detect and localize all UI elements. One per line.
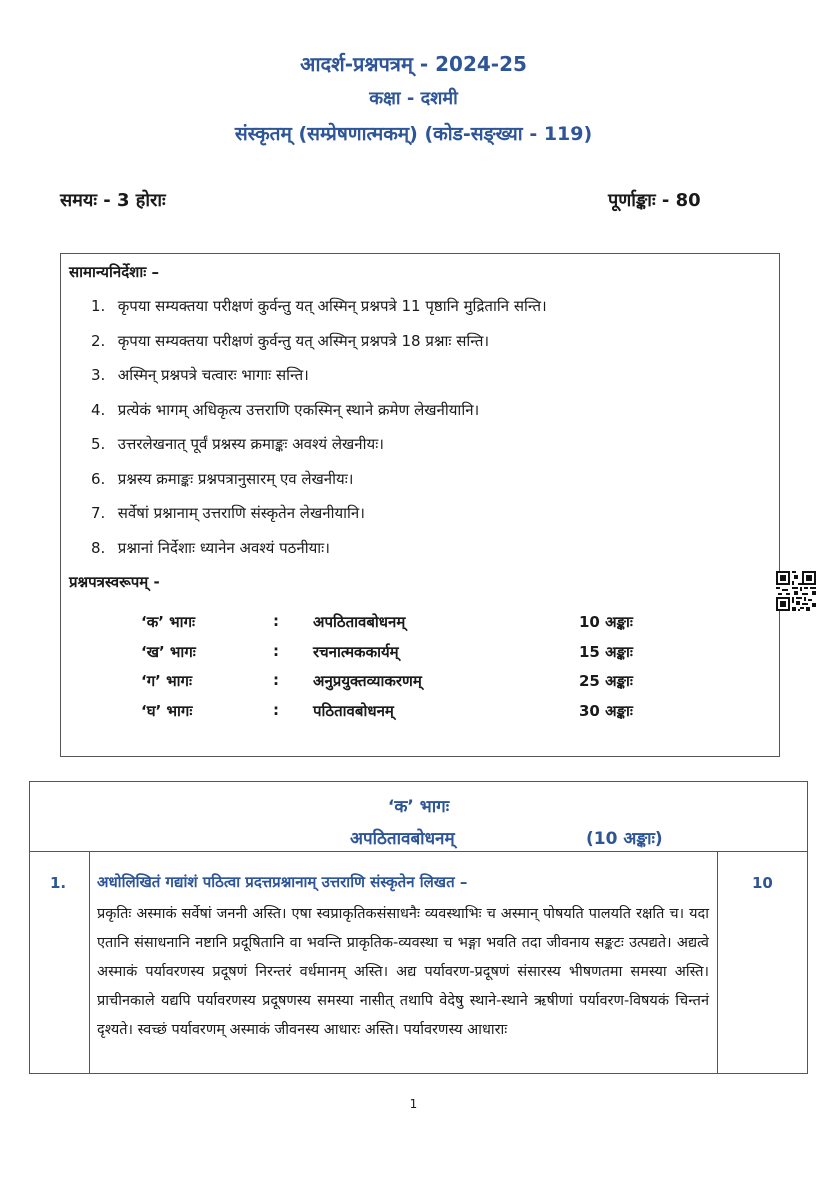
instruction-item: 8. प्रश्नानां निर्देशाः ध्यानेन अवश्यं पठनीयाः। — [91, 538, 330, 557]
question-table — [29, 781, 808, 1074]
question-instruction: अधोलिखितं गद्यांशं पठित्वा प्रदत्तप्रश्नानाम् उत्तराणि संस्कृतेन लिखत – — [97, 873, 468, 891]
question-number: 1. — [50, 874, 67, 892]
part-row: ‘घ’ भागः : पठितावबोधनम् 30 अङ्काः — [141, 700, 633, 720]
section-header — [30, 782, 807, 852]
max-marks-label: पूर्णाङ्काः - 80 — [608, 190, 701, 211]
section-title: अपठितावबोधनम् — [350, 829, 455, 849]
paper-title: आदर्श-प्रश्नपत्रम् - 2024-25 — [300, 52, 527, 76]
question-marks: 10 — [752, 874, 773, 892]
part-row: ‘ख’ भागः : रचनात्मककार्यम् 15 अङ्काः — [141, 641, 633, 661]
instruction-item: 7. सर्वेषां प्रश्नानाम् उत्तराणि संस्कृतेन लेखनीयानि। — [91, 504, 365, 522]
page-number: 1 — [409, 1097, 418, 1111]
subject-label: संस्कृतम् (सम्प्रेषणात्मकम्) (कोड-सङ्ख्या - 119) — [234, 123, 593, 145]
question-body-cell — [90, 852, 718, 1074]
class-label: कक्षा - दशमी — [369, 88, 458, 109]
instruction-item: 5. उत्तरलेखनात् पूर्वं प्रश्नस्य क्रमाङ्कः अवश्यं लेखनीयः। — [91, 435, 384, 453]
question-row — [30, 852, 807, 1074]
instruction-item: 2. कृपया सम्यक्तया परीक्षणं कुर्वन्तु यत् अस्मिन् प्रश्नपत्रे 18 प्रश्नाः सन्ति। — [91, 331, 490, 350]
instructions-box — [60, 253, 780, 757]
instructions-heading: सामान्यनिर्देशाः – — [69, 263, 160, 281]
paper-structure-table — [141, 612, 681, 730]
structure-heading: प्रश्नपत्रस्वरूपम् - — [69, 573, 160, 591]
instruction-item: 6. प्रश्नस्य क्रमाङ्कः प्रश्नपत्रानुसारम् एव लेखनीयः। — [91, 469, 354, 488]
part-row: ‘क’ भागः : अपठितावबोधनम् 10 अङ्काः — [141, 612, 633, 631]
instruction-item: 4. प्रत्येकं भागम् अधिकृत्य उत्तराणि एकस्मिन् स्थाने क्रमेण लेखनीयानि। — [91, 400, 480, 419]
section-part-label: ‘क’ भागः — [387, 797, 450, 817]
section-marks: (10 अङ्काः) — [586, 829, 663, 849]
qr-code-icon — [776, 571, 816, 611]
part-row: ‘ग’ भागः : अनुप्रयुक्तव्याकरणम् 25 अङ्काः — [141, 671, 633, 690]
instructions-list — [91, 296, 547, 572]
instruction-item: 3. अस्मिन् प्रश्नपत्रे चत्वारः भागाः सन्ति। — [91, 366, 309, 384]
time-label: समयः - 3 होराः — [60, 190, 166, 211]
question-passage: प्रकृतिः अस्माकं सर्वेषां जननी अस्ति। एषा स्वप्राकृतिकसंसाधनैः व्यवस्थाभिः च अस्मान् पोषयति पालयति रक्षति च। यदा एतानि संसाधनानि नष्टानि प्रदूषितानि वा भवन्ति प्राकृतिक-व्यवस्था च भङ्गा भवति तदा जीवनाय सङ्कटः उत्पद्यते। अद्यत्वे अस्माकं पर्यावरणस्य प्रदूषणं निरन्तरं वर्धमानम् अस्ति। अद्य पर्यावरण-प्रदूषणं संसारस्य भीषणतमा समस्या अस्ति। प्राचीनकाले यद्यपि पर्यावरणस्य प्रदूषणस्य समस्या नासीत् तथापि वेदेषु स्थाने-स्थाने ऋषीणां पर्यावरण-विषयकं चिन्तनं दृश्यते। स्वच्छं पर्यावरणम् अस्माकं जीवनस्य आधारः अस्ति। पर्यावरणस्य आधाराः — [97, 906, 709, 1038]
instruction-item: 1. कृपया सम्यक्तया परीक्षणं कुर्वन्तु यत् अस्मिन् प्रश्नपत्रे 11 पृष्ठानि मुद्रितानि सन्ति। — [91, 297, 547, 315]
question-number-cell — [30, 852, 90, 1074]
